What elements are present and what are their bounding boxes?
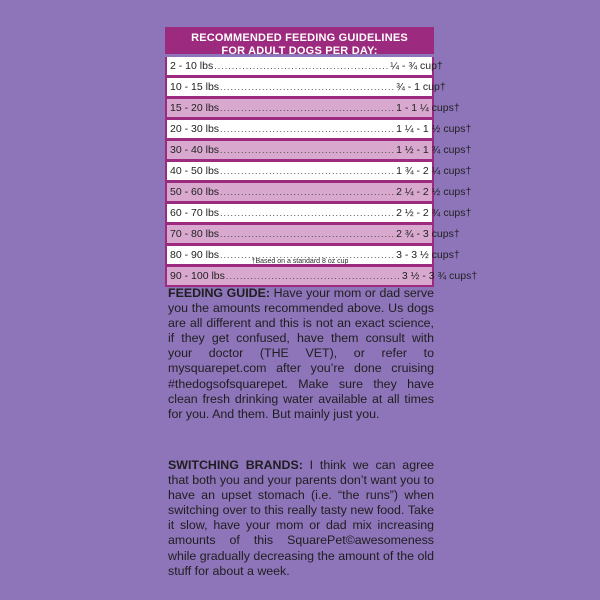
feeding-guidelines-table [165,27,478,287]
row-weight: 80 - 90 lbs [170,249,220,261]
row-amount: 1 ¼ - 1 ½ cups† [396,123,472,135]
row-leader-dots: .................................................. [220,229,396,239]
table-title-line1: RECOMMENDED FEEDING GUIDELINES [191,32,408,44]
row-leader-dots: .................................................. [225,271,401,281]
row-weight: 70 - 80 lbs [170,228,220,240]
row-amount: 1 - 1 ¼ cups† [396,102,460,114]
row-amount: ¾ - 1 cup† [396,81,446,93]
row-amount: 1 ¾ - 2 ¼ cups† [396,165,472,177]
row-leader-dots: .................................................. [220,145,396,155]
table-row [167,204,472,222]
table-row [167,225,460,243]
table-row [167,267,478,285]
table-row [167,99,460,117]
row-weight: 10 - 15 lbs [170,81,220,93]
row-amount: 2 ½ - 2 ¾ cups† [396,207,472,219]
row-amount: 1 ½ - 1 ¾ cups† [396,144,472,156]
row-amount: 3 - 3 ½ cups† [396,249,460,261]
row-leader-dots: .................................................. [220,82,396,92]
table-title-line2: FOR ADULT DOGS PER DAY: [221,45,378,57]
row-leader-dots: .................................................. [220,124,396,134]
row-weight: 60 - 70 lbs [170,207,220,219]
table-row [167,141,472,159]
table-row [167,57,443,75]
row-weight: 2 - 10 lbs [170,60,214,72]
switching-brands-text: I think we can agree that both you and your parents don’t want you to have an upset stomach (i.e. “the runs”) when switching over to this really tasty new food. Take it slow, have your mom or dad mix increasing amounts of this SquarePet©awesomeness while gradually decreasing the amount of the old stuff for about a week. [168,458,434,578]
row-leader-dots: .................................................. [220,208,396,218]
row-leader-dots: .................................................. [214,61,390,71]
feeding-guide-text: Have your mom or dad serve you the amounts recommended above. Us dogs are all different and this is not an exact science, if they get confused, have them consult with your doctor (THE VET), or refer to mysquarepet.com after you’re done cruising #thedogsofsquarepet. Make sure they have clean fresh drinking water available at all times for you. And them. But mainly just you. [168,286,434,421]
row-amount: 2 ¾ - 3 cups† [396,228,460,240]
row-weight: 90 - 100 lbs [170,270,225,282]
table-header [165,27,434,57]
table-row [167,162,472,180]
row-amount: 3 ½ - 3 ¾ cups† [401,270,478,282]
table-row [167,120,472,138]
row-amount: 2 ¼ - 2 ½ cups† [396,186,472,198]
row-weight: 15 - 20 lbs [170,102,220,114]
row-weight: 20 - 30 lbs [170,123,220,135]
feeding-guide-paragraph [168,286,434,422]
row-leader-dots: .................................................. [220,103,396,113]
switching-brands-heading: SWITCHING BRANDS: [168,458,303,472]
row-leader-dots: .................................................. [220,187,396,197]
row-weight: 50 - 60 lbs [170,186,220,198]
row-weight: 40 - 50 lbs [170,165,220,177]
row-leader-dots: .................................................. [220,166,396,176]
switching-brands-paragraph [168,458,434,579]
table-row [167,183,472,201]
row-leader-dots: .................................................. [220,250,396,260]
row-weight: 30 - 40 lbs [170,144,220,156]
table-footnote: †Based on a standard 8 oz cup [251,258,349,265]
table-rows [165,57,478,287]
table-row [167,78,446,96]
row-amount: ¼ - ¾ cup† [390,60,443,72]
feeding-guide-heading: FEEDING GUIDE: [168,286,271,300]
